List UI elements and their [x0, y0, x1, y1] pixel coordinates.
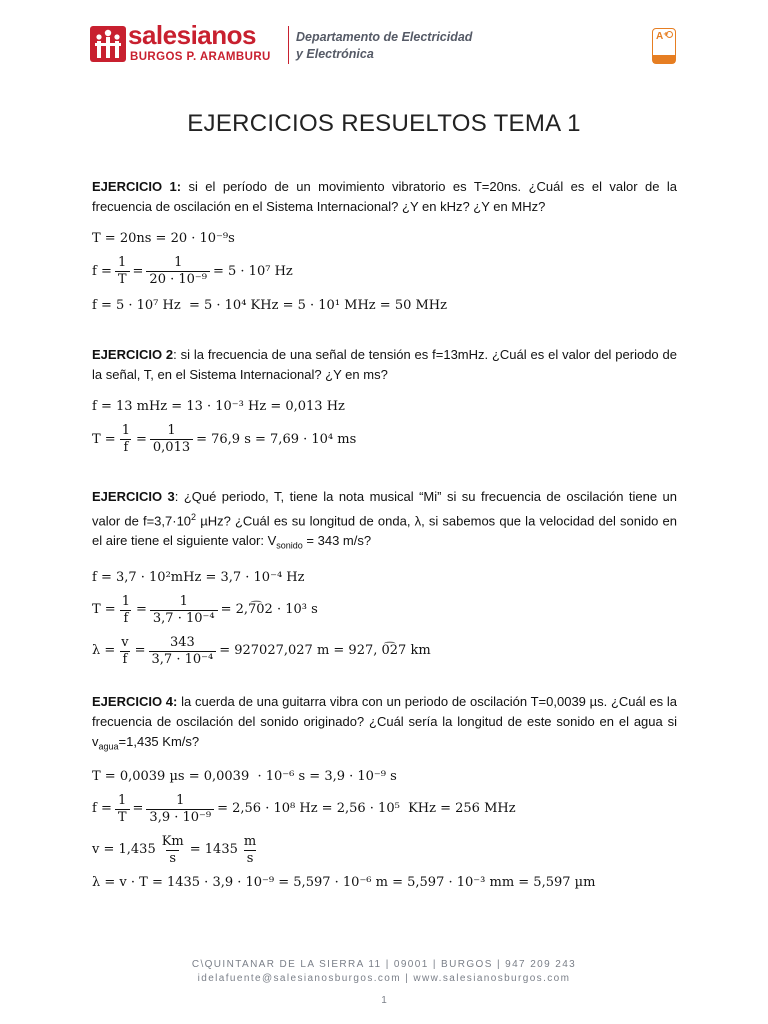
- numerator: 1: [176, 792, 185, 808]
- exercise-text: = 343 m/s?: [302, 533, 372, 549]
- equation-text: = 927027,027 m = 927, 0͡27 km: [219, 643, 431, 659]
- numerator: 343: [169, 634, 195, 650]
- denominator: 0,013: [150, 439, 193, 456]
- denominator: 3,9 · 10⁻⁹: [146, 809, 214, 826]
- fraction: [118, 635, 131, 668]
- exercise-label: EJERCICIO 2: [92, 347, 174, 362]
- denominator: s: [166, 850, 179, 867]
- denominator: f: [120, 610, 131, 627]
- exercise-label: EJERCICIO 3: [92, 489, 175, 504]
- fraction: [119, 594, 133, 627]
- footer-address: C\QUINTANAR DE LA SIERRA 11 | 09001 | BURGOS | 947 209 243: [191, 959, 577, 970]
- header-divider: [288, 26, 289, 64]
- equation-text: =: [134, 643, 146, 659]
- fraction: [146, 793, 214, 826]
- exercise-subscript: agua: [98, 741, 119, 752]
- equation-text: T =: [92, 431, 116, 447]
- equation: [92, 570, 677, 586]
- equation-text: = 5 · 10⁷ Hz: [212, 263, 293, 279]
- exercise-statement: [92, 345, 677, 385]
- denominator: f: [120, 439, 131, 456]
- numerator: 1: [174, 255, 183, 270]
- equation: [92, 423, 677, 456]
- equation-text: =: [132, 801, 144, 817]
- equation-text: v = 1,435: [92, 842, 156, 858]
- page-header: [90, 22, 690, 72]
- equation-text: = 1435: [189, 842, 238, 858]
- equation-text: f = 13 mHz = 13 · 10⁻³ Hz = 0,013 Hz: [92, 399, 345, 414]
- equation: [92, 231, 677, 247]
- equation-text: =: [135, 431, 147, 447]
- numerator: 1: [179, 593, 188, 609]
- exercise-3: [92, 487, 677, 668]
- equation-text: T = 20ns = 20 · 10⁻⁹s: [92, 231, 235, 246]
- fraction: [119, 423, 133, 456]
- equation-text: λ = v · T = 1435 · 3,9 · 10⁻⁹ = 5,597 · 10⁻⁶ m = 5,597 · 10⁻³ mm = 5,597 µm: [92, 874, 596, 890]
- exercise-statement: [92, 487, 677, 556]
- fraction: [115, 793, 130, 826]
- equation-text: f =: [92, 263, 112, 279]
- fraction: [150, 423, 193, 456]
- exercise-1: [92, 177, 677, 314]
- denominator: T: [115, 809, 130, 826]
- equation-text: f =: [92, 801, 112, 817]
- exercise-label: EJERCICIO 4:: [92, 694, 178, 709]
- equation-text: =: [132, 263, 144, 279]
- denominator: 3,7 · 10⁻⁴: [150, 610, 218, 627]
- fraction: [241, 834, 259, 867]
- equation: [92, 635, 677, 668]
- equation: [92, 793, 677, 826]
- numerator: v: [121, 634, 129, 650]
- numerator: 1: [121, 423, 130, 438]
- numerator: 1: [121, 593, 130, 609]
- department-line-1: Departamento de Electricidad: [296, 30, 473, 44]
- denominator: s: [244, 850, 257, 867]
- equation-text: =: [135, 602, 147, 618]
- exercise-4: [92, 692, 677, 891]
- denominator: 3,7 · 10⁻⁴: [149, 651, 217, 668]
- exercise-statement: [92, 177, 677, 217]
- equation: [92, 834, 677, 867]
- equation-text: f = 5 · 10⁷ Hz = 5 · 10⁴ KHz = 5 · 10¹ MHz = 50 MHz: [92, 298, 447, 313]
- exercise-statement: [92, 692, 677, 757]
- numerator: 1: [118, 792, 127, 808]
- equation-text: T =: [92, 602, 116, 618]
- equation: [92, 255, 677, 288]
- equation-text: = 2,7͡02 · 10³ s: [220, 602, 318, 618]
- fraction: [115, 255, 130, 288]
- equation: [92, 594, 677, 627]
- denominator: T: [115, 271, 130, 288]
- salesianos-logo-icon: [90, 26, 126, 62]
- department-line-2: y Electrónica: [296, 47, 374, 61]
- exercise-text: : ¿Qué periodo, T, tiene la nota musical “Mi” si su frecuencia de oscilación tiene un valor de f=3,7·10: [92, 489, 677, 529]
- numerator: 1: [167, 423, 176, 438]
- numerator: m: [243, 833, 257, 849]
- equation: [92, 875, 677, 891]
- exercise-superscript: 2: [191, 512, 197, 522]
- badge-dot-icon: [666, 31, 673, 38]
- equation: [92, 399, 677, 415]
- badge-letter: A⁺: [656, 31, 669, 42]
- fraction: [159, 834, 187, 867]
- equation-text: = 2,56 · 10⁸ Hz = 2,56 · 10⁵ KHz = 256 MHz: [217, 801, 516, 817]
- exercise-text: la cuerda de una guitarra vibra con un periodo de oscilación T=0,0039 µs. ¿Cuál es la frecuencia de oscilación del sonido originado? ¿Cuál sería la longitud de este sonido en el agua si v: [92, 694, 677, 749]
- exercise-text: µHz? ¿Cuál es su longitud de onda, λ, si sabemos que la velocidad del sonido en el aire tiene el siguiente valor: V: [92, 513, 677, 549]
- exercise-2: [92, 345, 677, 456]
- denominator: f: [120, 651, 131, 668]
- badge-bar: [653, 55, 675, 63]
- energy-badge-icon: [652, 28, 676, 64]
- page-number: 1: [381, 995, 387, 1006]
- exercise-subscript: sonido: [276, 540, 303, 551]
- denominator: 20 · 10⁻⁹: [146, 271, 210, 288]
- exercise-text: =1,435 Km/s?: [118, 734, 200, 749]
- numerator: 1: [118, 255, 127, 270]
- exercise-text: si el período de un movimiento vibratorio es T=20ns. ¿Cuál es el valor de la frecuencia de oscilación en el Sistema Internacional? ¿Y en kHz? ¿Y en MHz?: [92, 179, 677, 214]
- equation-text: T = 0,0039 µs = 0,0039 · 10⁻⁶ s = 3,9 · 10⁻⁹ s: [92, 768, 397, 784]
- equation-text: = 76,9 s = 7,69 · 10⁴ ms: [196, 431, 357, 447]
- footer-contact: idelafuente@salesianosburgos.com | www.salesianosburgos.com: [197, 973, 571, 984]
- exercise-label: EJERCICIO 1:: [92, 179, 182, 194]
- fraction: [150, 594, 218, 627]
- exercise-text: : si la frecuencia de una señal de tensión es f=13mHz. ¿Cuál es el valor del periodo de la señal, T, en el Sistema Internacional? ¿Y en ms?: [92, 347, 677, 382]
- fraction: [149, 635, 217, 668]
- numerator: Km: [161, 833, 184, 849]
- fraction: [146, 255, 210, 288]
- equation: [92, 769, 677, 785]
- brand-name: salesianos: [128, 20, 256, 50]
- equation-text: f = 3,7 · 10²mHz = 3,7 · 10⁻⁴ Hz: [92, 569, 305, 585]
- equation-text: λ =: [92, 643, 116, 659]
- brand-subtitle: BURGOS P. ARAMBURU: [130, 51, 271, 63]
- document-title: EJERCICIOS RESUELTOS TEMA 1: [187, 110, 581, 137]
- equation: [92, 298, 677, 314]
